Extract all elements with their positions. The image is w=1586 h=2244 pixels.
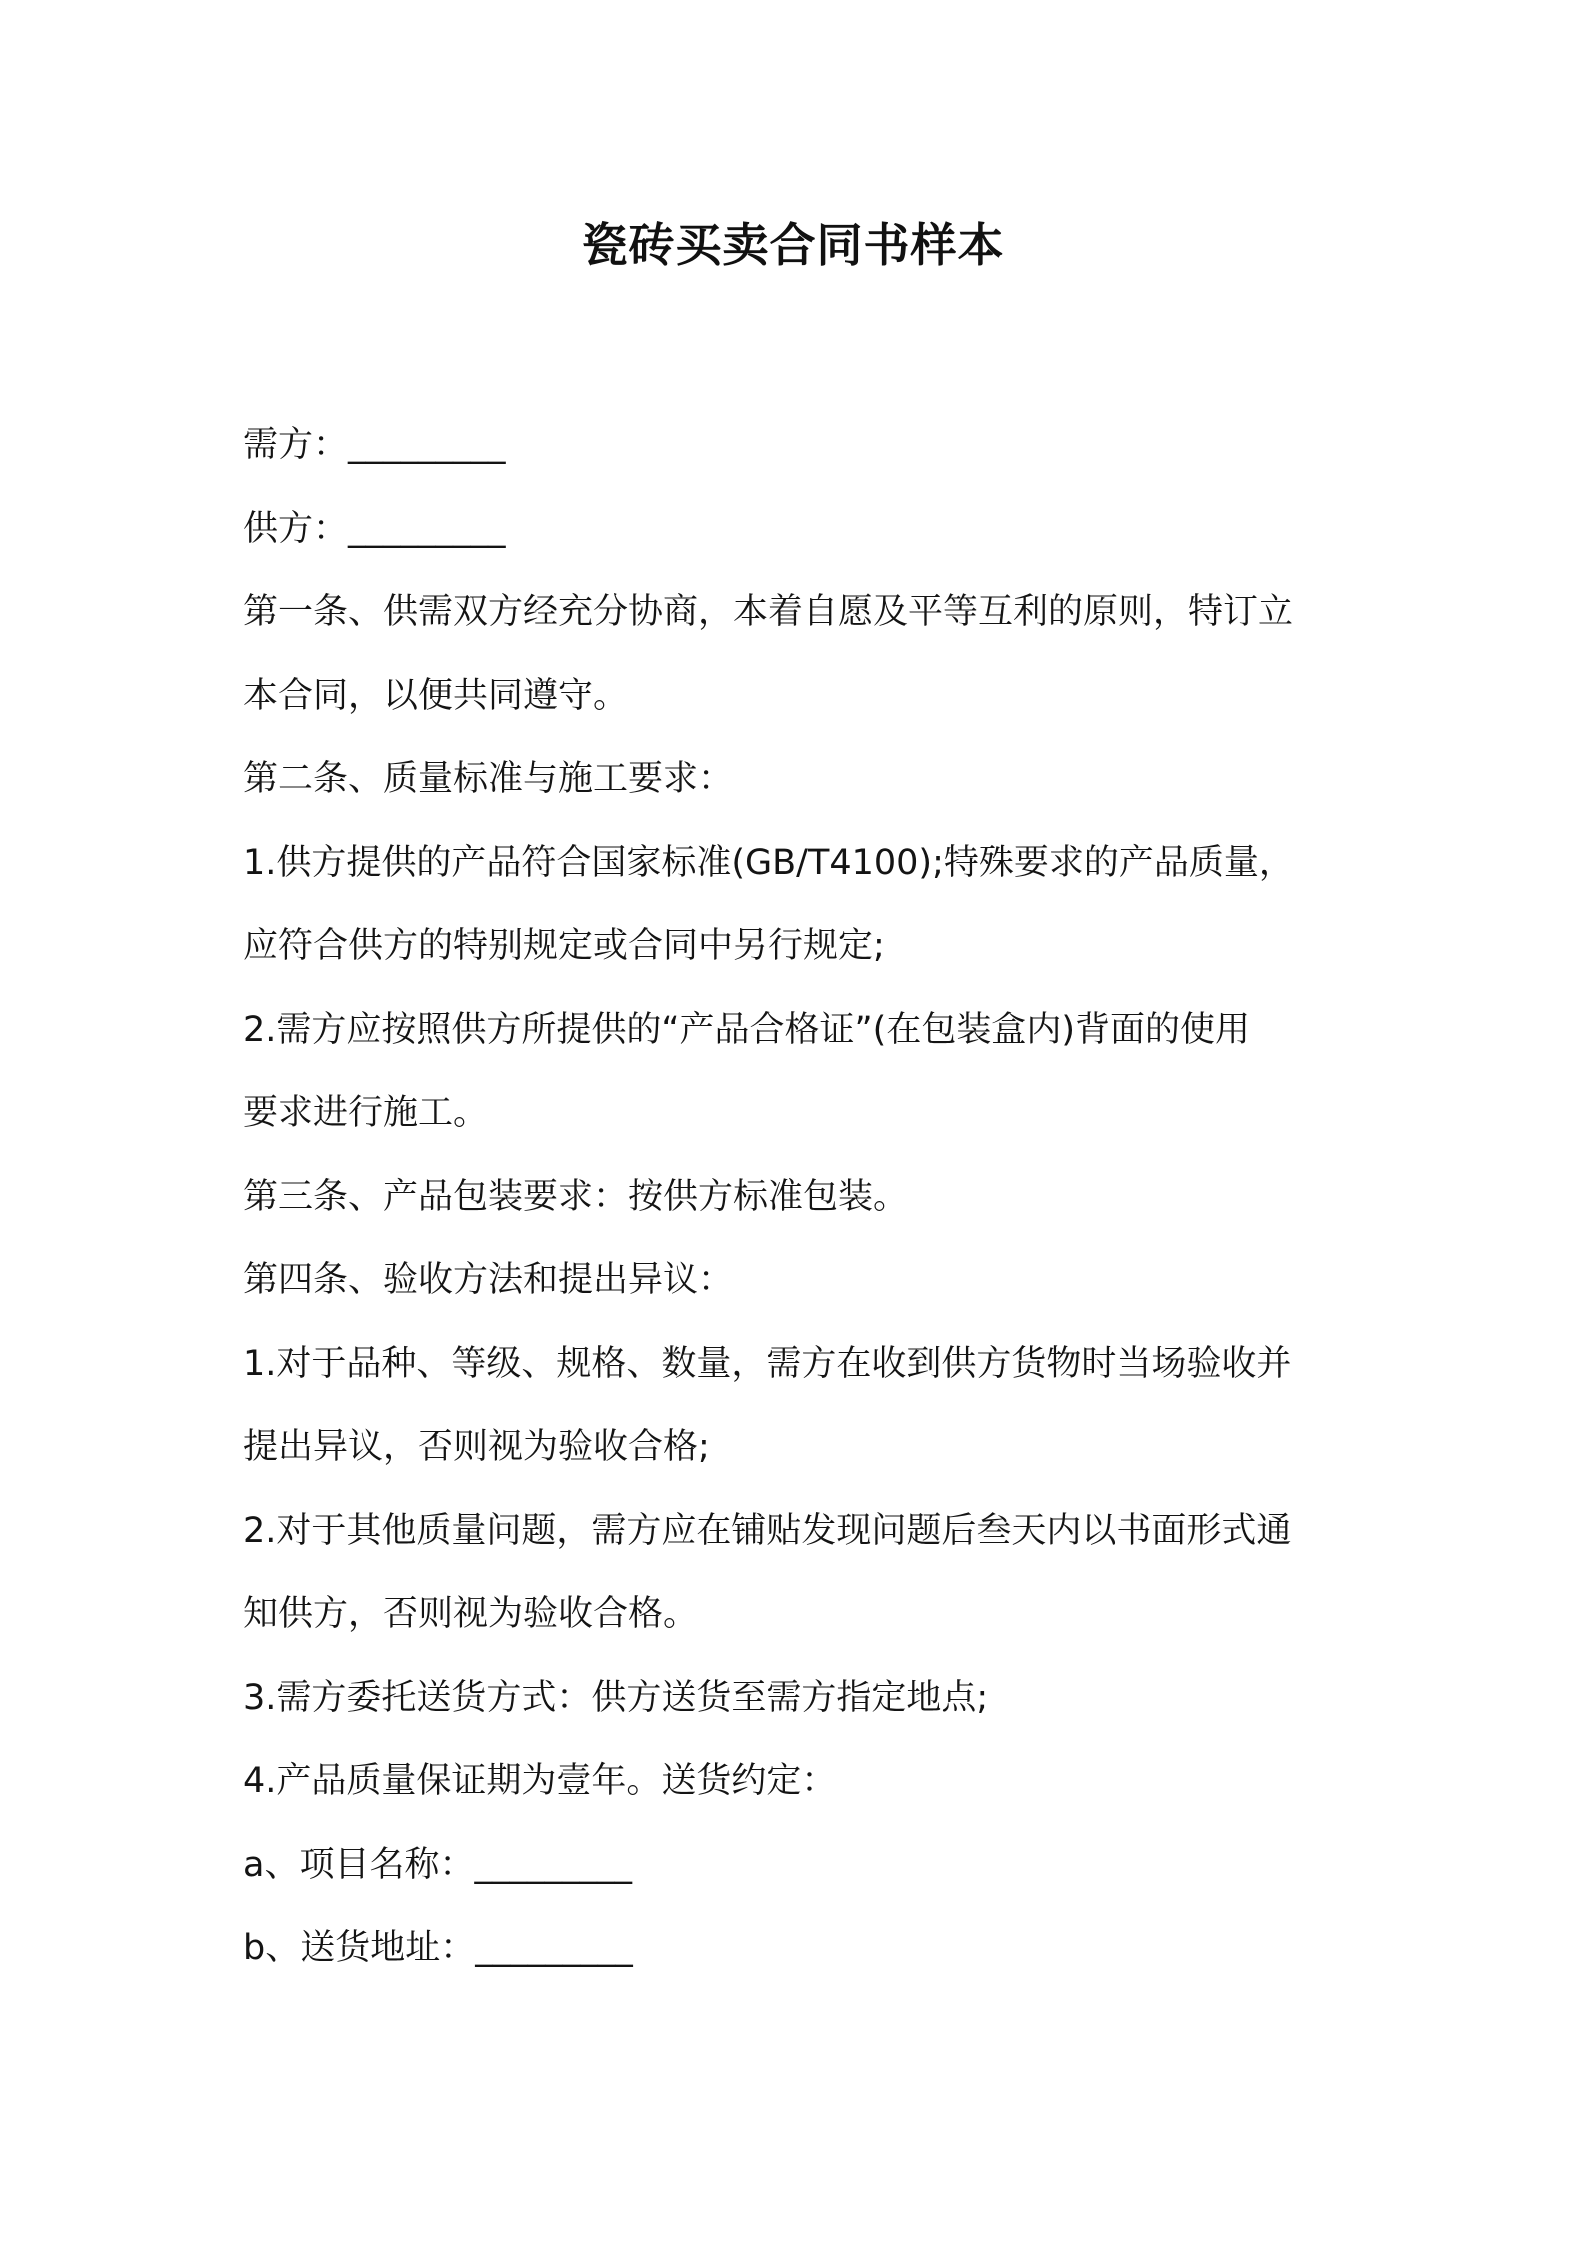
article-2-item-2-line-1: 2.需方应按照供方所提供的“产品合格证”(在包装盒内)背面的使用 bbox=[243, 1009, 1250, 1050]
article-4-item-3-line: 3.需方委托送货方式：供方送货至需方指定地点; bbox=[243, 1677, 989, 1718]
delivery-address-line: b、送货地址：_________ bbox=[243, 1928, 633, 1968]
article-1-line-2: 本合同，以便共同遵守。 bbox=[243, 675, 629, 716]
article-2-heading: 第二条、质量标准与施工要求： bbox=[243, 759, 734, 799]
article-2-item-2-line-2: 要求进行施工。 bbox=[243, 1093, 489, 1133]
document-body bbox=[243, 404, 1363, 1991]
article-4-item-1-line-2: 提出异议，否则视为验收合格; bbox=[243, 1427, 710, 1467]
article-2-item-1-line-2: 应符合供方的特别规定或合同中另行规定; bbox=[243, 926, 885, 966]
demander-line: 需方：_________ bbox=[243, 425, 506, 465]
article-3-line: 第三条、产品包装要求：按供方标准包装。 bbox=[243, 1176, 909, 1217]
article-2-item-1-line-1: 1.供方提供的产品符合国家标准(GB/T4100);特殊要求的产品质量， bbox=[243, 842, 1294, 883]
supplier-line: 供方：_________ bbox=[243, 508, 506, 549]
article-4-item-4-line: 4.产品质量保证期为壹年。送货约定： bbox=[243, 1761, 837, 1801]
article-4-item-2-line-1: 2.对于其他质量问题，需方应在铺贴发现问题后叁天内以书面形式通 bbox=[243, 1510, 1292, 1551]
document-title: 瓷砖买卖合同书样本 bbox=[581, 218, 1005, 272]
article-4-heading: 第四条、验收方法和提出异议： bbox=[243, 1260, 734, 1300]
article-4-item-2-line-2: 知供方，否则视为验收合格。 bbox=[243, 1594, 699, 1634]
article-4-item-1-line-1: 1.对于品种、等级、规格、数量，需方在收到供方货物时当场验收并 bbox=[243, 1343, 1292, 1384]
project-name-line: a、项目名称：_________ bbox=[243, 1844, 632, 1885]
article-1-line-1: 第一条、供需双方经充分协商，本着自愿及平等互利的原则，特订立 bbox=[243, 592, 1294, 632]
